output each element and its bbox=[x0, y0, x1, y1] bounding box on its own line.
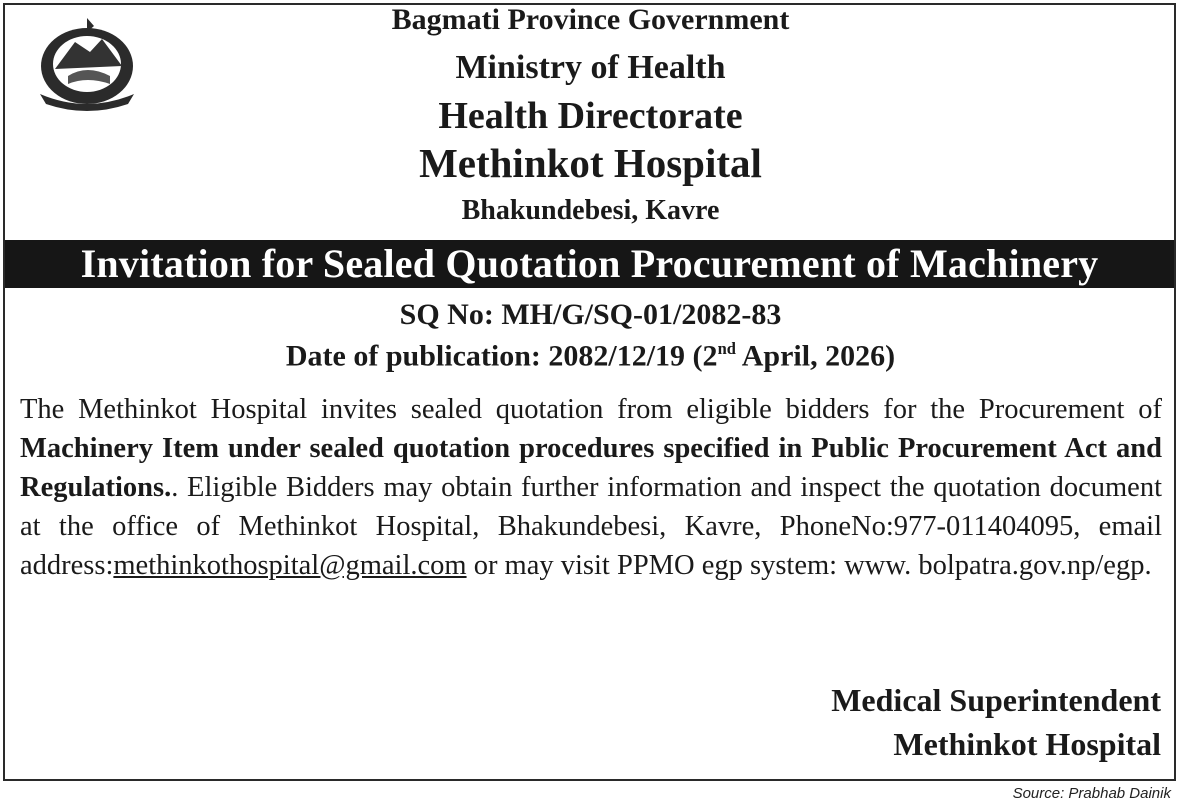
notice-title-banner: Invitation for Sealed Quotation Procurement of Machinery bbox=[5, 240, 1174, 288]
email-link[interactable]: methinkothospital@gmail.com bbox=[113, 550, 467, 581]
header-ministry: Ministry of Health bbox=[455, 49, 726, 86]
header-directorate: Health Directorate bbox=[438, 95, 743, 137]
header-address: Bhakundebesi, Kavre bbox=[461, 195, 720, 226]
publication-date: Date of publication: 2082/12/19 (2nd April, 2026) bbox=[285, 339, 896, 373]
sq-number: SQ No: MH/G/SQ-01/2082-83 bbox=[399, 298, 782, 331]
header-hospital: Methinkot Hospital bbox=[419, 140, 762, 186]
signature-org: Methinkot Hospital bbox=[893, 726, 1161, 762]
notice-body: The Methinkot Hospital invites sealed quotation from eligible bidders for the Procurement of Machinery Item under sealed quotation procedures specified in Public Procurement Act and Regulations.. Eligible Bidders may obtain further information and inspect the quotation document at the office of Methinkot Hospital, Bhakundebesi, Kavre, PhoneNo:977-011404095, email address:methinkothospital@gmail.com or may visit PPMO egp system: www. bolpatra.gov.np/egp. bbox=[20, 394, 1162, 581]
header-government: Bagmati Province Government bbox=[391, 3, 790, 36]
signature-title: Medical Superintendent bbox=[831, 682, 1161, 718]
source-credit: Source: Prabhab Dainik bbox=[1012, 785, 1171, 802]
